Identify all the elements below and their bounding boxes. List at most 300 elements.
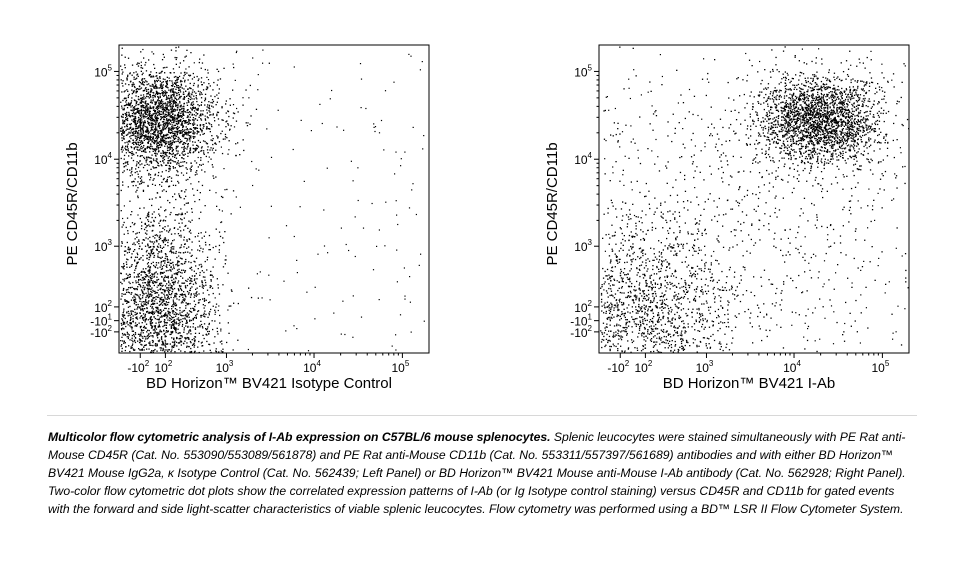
data-point xyxy=(180,340,181,341)
data-point xyxy=(180,338,181,339)
data-point xyxy=(153,257,154,258)
data-point xyxy=(143,123,144,124)
data-point xyxy=(186,134,187,135)
data-point xyxy=(191,286,192,287)
data-point xyxy=(124,170,125,171)
data-point xyxy=(162,101,163,102)
data-point xyxy=(142,127,143,128)
data-point xyxy=(177,319,178,320)
data-point xyxy=(140,310,141,311)
data-point xyxy=(137,62,138,63)
data-point xyxy=(121,116,122,117)
data-point xyxy=(139,208,140,209)
data-point xyxy=(141,119,142,120)
data-point xyxy=(162,155,163,156)
data-point xyxy=(126,112,127,113)
data-point xyxy=(188,66,189,67)
data-point xyxy=(143,132,144,133)
data-point xyxy=(165,106,166,107)
data-point xyxy=(137,306,138,307)
data-point xyxy=(121,106,122,107)
data-point xyxy=(153,350,154,351)
data-point xyxy=(191,312,192,313)
data-point xyxy=(183,270,184,271)
data-point xyxy=(171,99,172,100)
data-point xyxy=(137,137,138,138)
data-point xyxy=(148,93,149,94)
data-point xyxy=(133,119,134,120)
data-point xyxy=(198,166,199,167)
data-point xyxy=(186,50,187,51)
data-point xyxy=(192,255,193,256)
data-point xyxy=(135,268,136,269)
data-point xyxy=(137,254,138,255)
data-point xyxy=(215,192,216,193)
data-point xyxy=(173,93,174,94)
data-point xyxy=(145,276,146,277)
data-point xyxy=(200,212,201,213)
data-point xyxy=(169,78,170,79)
data-point xyxy=(164,272,165,273)
data-point xyxy=(134,270,135,271)
data-point xyxy=(175,199,176,200)
data-point xyxy=(162,90,163,91)
data-point xyxy=(179,322,180,323)
data-point xyxy=(133,82,134,83)
data-point xyxy=(173,68,174,69)
data-point xyxy=(204,305,205,306)
data-point xyxy=(175,214,176,215)
data-point xyxy=(157,287,158,288)
data-point xyxy=(141,303,142,304)
data-point xyxy=(168,171,169,172)
data-point xyxy=(164,277,165,278)
data-point xyxy=(181,190,182,191)
data-point xyxy=(188,88,189,89)
data-point xyxy=(126,135,127,136)
data-point xyxy=(168,138,169,139)
data-point xyxy=(174,118,175,119)
data-point xyxy=(817,141,818,142)
data-point xyxy=(161,100,162,101)
data-point xyxy=(149,113,150,114)
data-point xyxy=(392,346,393,347)
data-point xyxy=(160,289,161,290)
data-point xyxy=(150,92,151,93)
data-point xyxy=(217,137,218,138)
data-point xyxy=(189,120,190,121)
data-point xyxy=(190,297,191,298)
data-point xyxy=(171,247,172,248)
data-point xyxy=(166,92,167,93)
data-point xyxy=(854,115,855,116)
data-point xyxy=(188,101,189,102)
data-point xyxy=(190,152,191,153)
data-point xyxy=(183,299,184,300)
data-point xyxy=(191,320,192,321)
data-point xyxy=(155,115,156,116)
data-point xyxy=(176,304,177,305)
data-point xyxy=(760,136,761,137)
data-point xyxy=(174,329,175,330)
data-point xyxy=(141,151,142,152)
data-point xyxy=(208,101,209,102)
data-point xyxy=(234,126,235,127)
data-point xyxy=(220,341,221,342)
data-point xyxy=(150,289,151,290)
data-point xyxy=(218,93,219,94)
data-point xyxy=(125,101,126,102)
data-point xyxy=(361,79,362,80)
data-point xyxy=(206,123,207,124)
data-point xyxy=(203,248,204,249)
data-point xyxy=(128,150,129,151)
data-point xyxy=(180,119,181,120)
data-point xyxy=(132,344,133,345)
data-point xyxy=(157,256,158,257)
data-point xyxy=(810,122,811,123)
data-point xyxy=(130,128,131,129)
data-point xyxy=(779,91,780,92)
data-point xyxy=(202,237,203,238)
data-point xyxy=(194,346,195,347)
data-point xyxy=(196,170,197,171)
data-point xyxy=(128,155,129,156)
data-point xyxy=(159,305,160,306)
data-point xyxy=(221,350,222,351)
data-point xyxy=(141,301,142,302)
data-point xyxy=(165,340,166,341)
data-point xyxy=(182,263,183,264)
data-point xyxy=(149,294,150,295)
data-point xyxy=(208,302,209,303)
data-point xyxy=(186,126,187,127)
data-point xyxy=(169,152,170,153)
data-point xyxy=(192,119,193,120)
data-point xyxy=(180,288,181,289)
data-point xyxy=(183,291,184,292)
data-point xyxy=(139,113,140,114)
data-point xyxy=(855,132,856,133)
data-point xyxy=(171,130,172,131)
data-point xyxy=(135,135,136,136)
data-point xyxy=(176,170,177,171)
data-point xyxy=(150,139,151,140)
data-point xyxy=(173,106,174,107)
data-point xyxy=(215,350,216,351)
data-point xyxy=(134,249,135,250)
data-point xyxy=(152,97,153,98)
data-point xyxy=(166,330,167,331)
data-point xyxy=(141,98,142,99)
data-point xyxy=(184,72,185,73)
data-point xyxy=(178,151,179,152)
data-point xyxy=(165,343,166,344)
data-point xyxy=(125,294,126,295)
data-point xyxy=(209,344,210,345)
data-point xyxy=(152,300,153,301)
data-point xyxy=(145,62,146,63)
data-point xyxy=(163,121,164,122)
data-point xyxy=(187,304,188,305)
data-point xyxy=(179,307,180,308)
data-point xyxy=(171,280,172,281)
data-point xyxy=(190,148,191,149)
data-point xyxy=(156,319,157,320)
data-point xyxy=(174,227,175,228)
data-point xyxy=(183,158,184,159)
data-point xyxy=(159,215,160,216)
data-point xyxy=(151,88,152,89)
data-point xyxy=(188,246,189,247)
data-point xyxy=(167,200,168,201)
data-point xyxy=(157,118,158,119)
data-point xyxy=(182,278,183,279)
data-point xyxy=(201,81,202,82)
data-point xyxy=(141,274,142,275)
data-point xyxy=(147,244,148,245)
data-point xyxy=(249,124,250,125)
data-point xyxy=(163,330,164,331)
data-point xyxy=(196,318,197,319)
data-point xyxy=(177,82,178,83)
data-point xyxy=(166,96,167,97)
data-point xyxy=(144,349,145,350)
data-point xyxy=(168,231,169,232)
data-point xyxy=(173,317,174,318)
data-point xyxy=(180,106,181,107)
data-point xyxy=(171,154,172,155)
data-point xyxy=(136,142,137,143)
data-point xyxy=(200,264,201,265)
data-point xyxy=(121,69,122,70)
data-point xyxy=(167,316,168,317)
data-point xyxy=(165,281,166,282)
data-point xyxy=(202,84,203,85)
data-point xyxy=(879,117,880,118)
data-point xyxy=(825,130,826,131)
data-point xyxy=(222,153,223,154)
data-point xyxy=(781,96,782,97)
data-point xyxy=(163,299,164,300)
data-point xyxy=(195,289,196,290)
data-point xyxy=(164,297,165,298)
data-point xyxy=(154,80,155,81)
data-point xyxy=(137,282,138,283)
data-point xyxy=(150,332,151,333)
data-point xyxy=(175,303,176,304)
data-point xyxy=(176,294,177,295)
data-point xyxy=(147,84,148,85)
data-point xyxy=(180,236,181,237)
data-point xyxy=(122,181,123,182)
data-point xyxy=(152,92,153,93)
data-point xyxy=(237,142,238,143)
data-point xyxy=(149,289,150,290)
data-point xyxy=(219,88,220,89)
data-point xyxy=(167,245,168,246)
data-point xyxy=(268,275,269,276)
data-point xyxy=(121,344,122,345)
data-point xyxy=(150,120,151,121)
data-point xyxy=(126,89,127,90)
data-point xyxy=(201,68,202,69)
data-point xyxy=(172,342,173,343)
data-point xyxy=(131,322,132,323)
data-point xyxy=(121,241,122,242)
data-point xyxy=(151,307,152,308)
data-point xyxy=(176,109,177,110)
data-point xyxy=(138,304,139,305)
data-point xyxy=(236,121,237,122)
data-point xyxy=(201,169,202,170)
data-point xyxy=(195,333,196,334)
data-point xyxy=(173,101,174,102)
data-point xyxy=(159,324,160,325)
data-point xyxy=(166,308,167,309)
data-point xyxy=(179,235,180,236)
data-point xyxy=(166,264,167,265)
data-point xyxy=(133,112,134,113)
data-point xyxy=(139,273,140,274)
data-point xyxy=(195,172,196,173)
data-point xyxy=(157,267,158,268)
data-point xyxy=(121,337,122,338)
data-point xyxy=(200,160,201,161)
data-point xyxy=(156,120,157,121)
data-point xyxy=(171,145,172,146)
data-point xyxy=(145,328,146,329)
data-point xyxy=(175,110,176,111)
data-point xyxy=(135,233,136,234)
data-point xyxy=(157,99,158,100)
data-point xyxy=(355,216,356,217)
data-point xyxy=(148,59,149,60)
data-point xyxy=(162,268,163,269)
data-point xyxy=(133,296,134,297)
data-point xyxy=(139,140,140,141)
data-point xyxy=(182,127,183,128)
data-point xyxy=(157,332,158,333)
data-point xyxy=(156,93,157,94)
data-point xyxy=(186,72,187,73)
data-point xyxy=(203,110,204,111)
data-point xyxy=(269,237,270,238)
data-point xyxy=(147,107,148,108)
data-point xyxy=(188,143,189,144)
data-point xyxy=(149,345,150,346)
data-point xyxy=(226,189,227,190)
data-point xyxy=(125,83,126,84)
data-point xyxy=(203,164,204,165)
data-point xyxy=(128,144,129,145)
data-point xyxy=(787,181,788,182)
data-point xyxy=(165,124,166,125)
data-point xyxy=(190,132,191,133)
data-point xyxy=(791,149,792,150)
data-point xyxy=(138,241,139,242)
data-point xyxy=(163,278,164,279)
data-point xyxy=(160,142,161,143)
data-point xyxy=(143,268,144,269)
data-point xyxy=(143,182,144,183)
data-point xyxy=(170,132,171,133)
data-point xyxy=(200,315,201,316)
data-point xyxy=(171,316,172,317)
data-point xyxy=(184,351,185,352)
data-point xyxy=(197,294,198,295)
data-point xyxy=(154,134,155,135)
data-point xyxy=(185,189,186,190)
data-point xyxy=(203,140,204,141)
data-point xyxy=(217,331,218,332)
data-point xyxy=(153,262,154,263)
data-point xyxy=(195,236,196,237)
data-point xyxy=(180,335,181,336)
data-point xyxy=(228,124,229,125)
data-point xyxy=(192,188,193,189)
data-point xyxy=(174,327,175,328)
data-point xyxy=(132,174,133,175)
data-point xyxy=(176,59,177,60)
data-point xyxy=(143,272,144,273)
data-point xyxy=(190,135,191,136)
data-point xyxy=(181,283,182,284)
data-point xyxy=(123,150,124,151)
data-point xyxy=(184,80,185,81)
data-point xyxy=(152,119,153,120)
data-point xyxy=(156,158,157,159)
data-point xyxy=(176,57,177,58)
data-point xyxy=(142,115,143,116)
data-point xyxy=(132,287,133,288)
data-point xyxy=(183,131,184,132)
data-point xyxy=(122,123,123,124)
data-point xyxy=(144,287,145,288)
data-point xyxy=(131,100,132,101)
data-point xyxy=(216,104,217,105)
data-point xyxy=(159,301,160,302)
data-point xyxy=(135,314,136,315)
data-point xyxy=(184,226,185,227)
data-point xyxy=(130,81,131,82)
data-point xyxy=(183,283,184,284)
data-point xyxy=(180,62,181,63)
data-point xyxy=(132,222,133,223)
data-point xyxy=(168,90,169,91)
data-point xyxy=(146,93,147,94)
data-point xyxy=(168,296,169,297)
data-point xyxy=(203,288,204,289)
data-point xyxy=(212,140,213,141)
data-point xyxy=(155,235,156,236)
data-point xyxy=(823,95,824,96)
data-point xyxy=(161,347,162,348)
data-point xyxy=(171,136,172,137)
data-point xyxy=(410,302,411,303)
data-point xyxy=(197,148,198,149)
data-point xyxy=(151,296,152,297)
data-point xyxy=(203,292,204,293)
data-point xyxy=(165,240,166,241)
data-point xyxy=(200,91,201,92)
data-point xyxy=(141,71,142,72)
data-point xyxy=(125,57,126,58)
data-point xyxy=(126,267,127,268)
data-point xyxy=(171,337,172,338)
data-point xyxy=(207,317,208,318)
data-point xyxy=(153,151,154,152)
